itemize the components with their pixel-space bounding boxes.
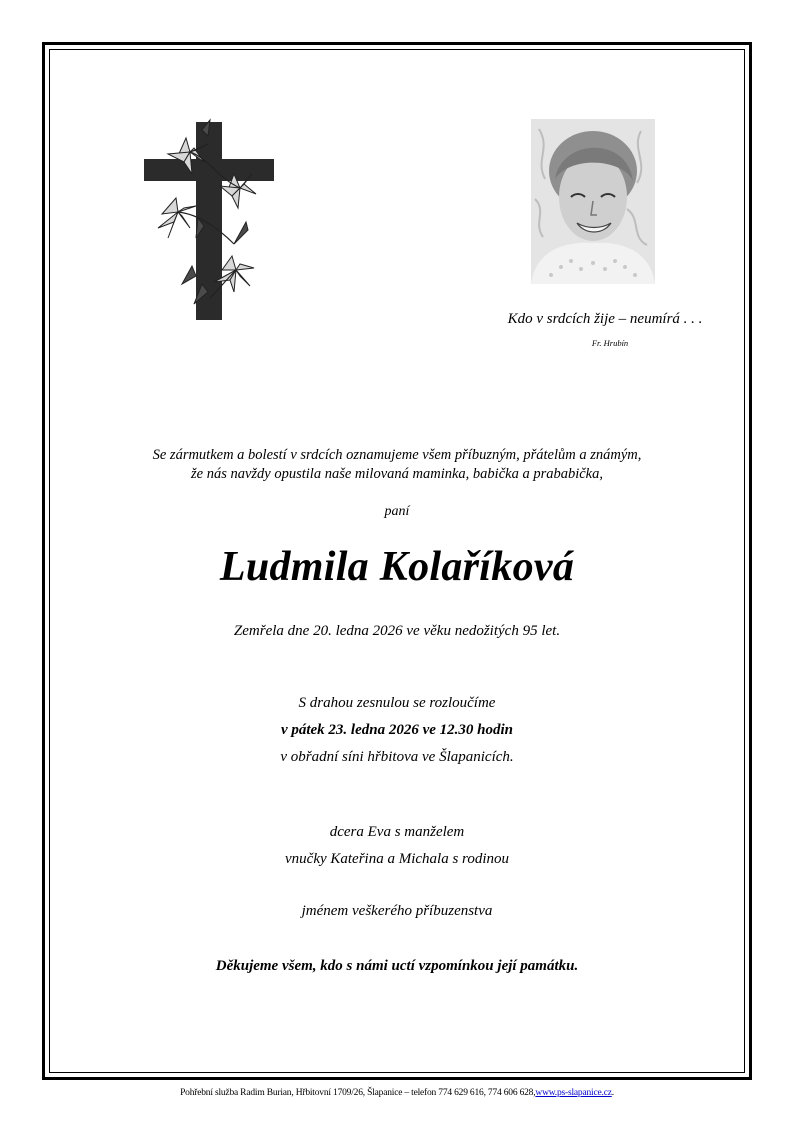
footer-end: . bbox=[611, 1088, 614, 1098]
deceased-name: Ludmila Kolaříková bbox=[219, 544, 575, 590]
family-line-1: dcera Eva s manželem bbox=[329, 824, 465, 840]
quote-author: Fr. Hrubín bbox=[591, 338, 629, 348]
honorific: paní bbox=[384, 504, 410, 519]
footer bbox=[0, 1088, 794, 1098]
portrait-photo bbox=[531, 119, 655, 284]
intro-line-2: že nás navždy opustila naše milovaná maminka, babička a prababička, bbox=[191, 466, 603, 482]
cross-with-lilies-icon bbox=[138, 118, 280, 322]
family-line-3: jménem veškerého příbuzenstva bbox=[301, 903, 493, 919]
farewell-location: v obřadní síni hřbitova ve Šlapanicích. bbox=[280, 749, 514, 765]
death-date: Zemřela dne 20. ledna 2026 ve věku nedožitých 95 let. bbox=[233, 623, 561, 639]
farewell-line-1: S drahou zesnulou se rozloučíme bbox=[298, 695, 496, 711]
family-line-2: vnučky Kateřina a Michala s rodinou bbox=[285, 851, 509, 867]
intro-line-1: Se zármutkem a bolestí v srdcích oznamujeme všem příbuzným, přátelům a známým, bbox=[152, 447, 642, 463]
farewell-date-time: v pátek 23. ledna 2026 ve 12.30 hodin bbox=[280, 722, 514, 738]
memorial-quote: Kdo v srdcích žije – neumírá . . . bbox=[507, 311, 703, 327]
announcement-intro bbox=[60, 446, 734, 484]
footer-text: Pohřební služba Radim Burian, Hřbitovní 1709/26, Šlapanice – telefon 774 629 616, 774 606 628, bbox=[180, 1088, 536, 1098]
footer-website-link[interactable]: www.ps-slapanice.cz bbox=[535, 1088, 612, 1098]
thanks-line: Děkujeme všem, kdo s námi uctí vzpomínkou její památku. bbox=[215, 958, 579, 974]
